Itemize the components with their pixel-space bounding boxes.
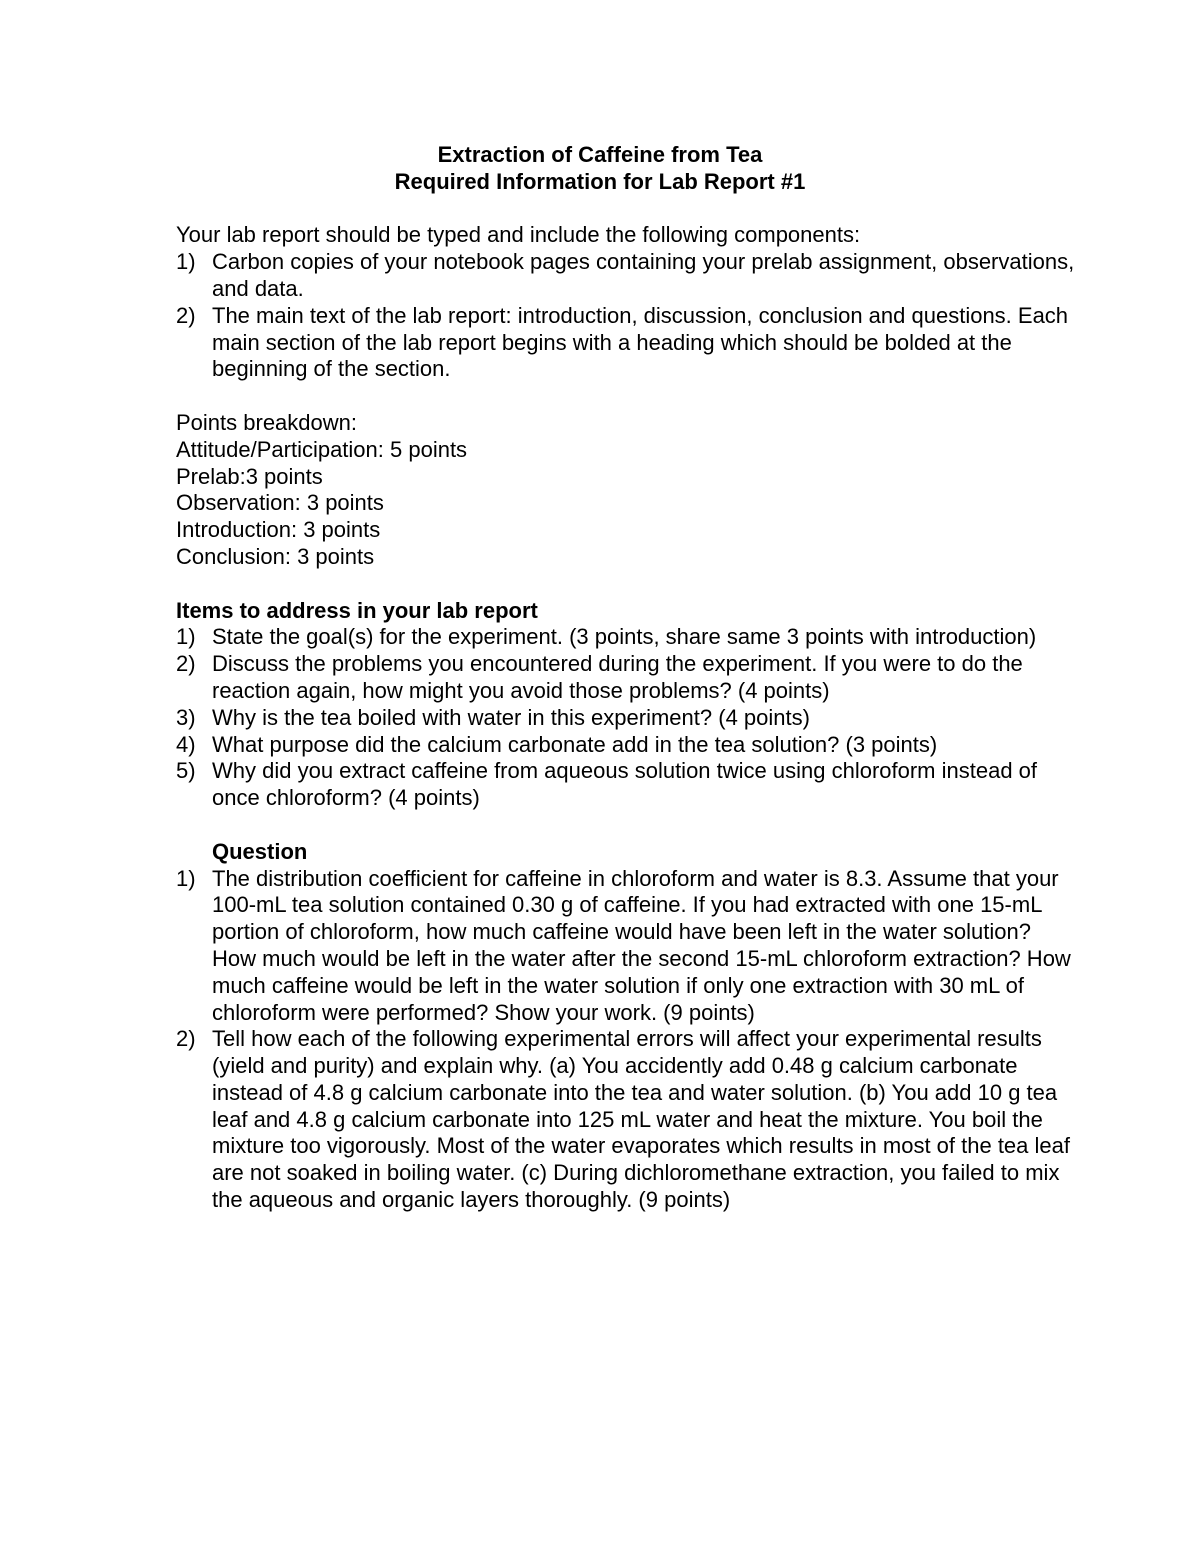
points-heading: Points breakdown: — [176, 409, 357, 435]
list-text: Discuss the problems you encountered during the experiment. If you were to do the reaction again, how might you avoid those problems? (4 points) — [212, 651, 1023, 703]
list-text: What purpose did the calcium carbonate add in the tea solution? (3 points) — [212, 731, 938, 757]
list-number: 1) — [176, 865, 196, 891]
spacer — [176, 196, 1076, 223]
points-item: Conclusion: 3 points — [176, 543, 375, 569]
document-title: Extraction of Caffeine from Tea — [437, 142, 763, 167]
list-text: Carbon copies of your notebook pages containing your prelab assignment, observations, and data. — [212, 249, 1075, 301]
list-item — [176, 866, 1076, 1027]
items-list — [176, 624, 1076, 812]
spacer — [176, 383, 1076, 410]
list-number: 2) — [176, 651, 196, 677]
list-number: 3) — [176, 704, 196, 730]
list-text: Why did you extract caffeine from aqueous solution twice using chloroform instead of once chloroform? (4 points) — [212, 758, 1038, 811]
document-page — [176, 142, 1076, 1214]
list-text: Why is the tea boiled with water in this experiment? (4 points) — [212, 704, 810, 730]
list-number: 1) — [176, 249, 196, 275]
points-item: Prelab:3 points — [176, 463, 323, 489]
list-text: State the goal(s) for the experiment. (3 points, share same 3 points with introduction) — [212, 624, 1037, 650]
components-list — [176, 249, 1076, 383]
intro-text: Your lab report should be typed and include the following components: — [176, 222, 861, 248]
spacer — [176, 571, 1076, 598]
list-item — [176, 1026, 1076, 1214]
list-item — [176, 249, 1076, 303]
list-text: The main text of the lab report: introduction, discussion, conclusion and questions. Each main section of the lab report begins with a heading which should be bolded at the beginning of the section. — [212, 302, 1069, 382]
list-item — [176, 651, 1076, 705]
spacer — [176, 812, 1076, 839]
list-number: 2) — [176, 1026, 196, 1052]
items-heading: Items to address in your lab report — [176, 597, 538, 623]
questions-list — [176, 866, 1076, 1214]
points-item: Introduction: 3 points — [176, 517, 381, 543]
points-item: Attitude/Participation: 5 points — [176, 436, 468, 462]
list-number: 2) — [176, 302, 196, 328]
list-item — [176, 303, 1076, 383]
list-item — [176, 732, 1076, 759]
list-number: 4) — [176, 731, 196, 757]
list-text: Tell how each of the following experimental errors will affect your experimental results (yield and purity) and explain why. (a) You accidently add 0.48 g calcium carbonate instead of 4.8 g calcium carbonate into the tea and water solution. (b) You add 10 g tea leaf and 4.8 g calcium carbonate into 125 mL water and heat the mixture. You boil the mixture too vigorously. Most of the water evaporates which results in most of the tea leaf are not soaked in boiling water. (c) During dichloromethane extraction, you failed to mix the aqueous and organic layers thoroughly. (9 points) — [212, 1026, 1070, 1213]
list-item — [176, 758, 1076, 812]
list-number: 1) — [176, 624, 196, 650]
list-item — [176, 705, 1076, 732]
question-heading: Question — [212, 838, 308, 864]
list-number: 5) — [176, 758, 196, 784]
document-subtitle: Required Information for Lab Report #1 — [394, 168, 806, 194]
list-item — [176, 624, 1076, 651]
points-item: Observation: 3 points — [176, 490, 384, 516]
list-text: The distribution coefficient for caffeine in chloroform and water is 8.3. Assume that your 100-mL tea solution contained 0.30 g of caffeine. If you had extracted with one 15-mL portion of chloroform, how much caffeine would have been left in the water solution? How much would be left in the water after the second 15-mL chloroform extraction? How much caffeine would be left in the water solution if only one extraction with 30 mL of chloroform were performed? Show your work. (9 points) — [212, 865, 1071, 1025]
